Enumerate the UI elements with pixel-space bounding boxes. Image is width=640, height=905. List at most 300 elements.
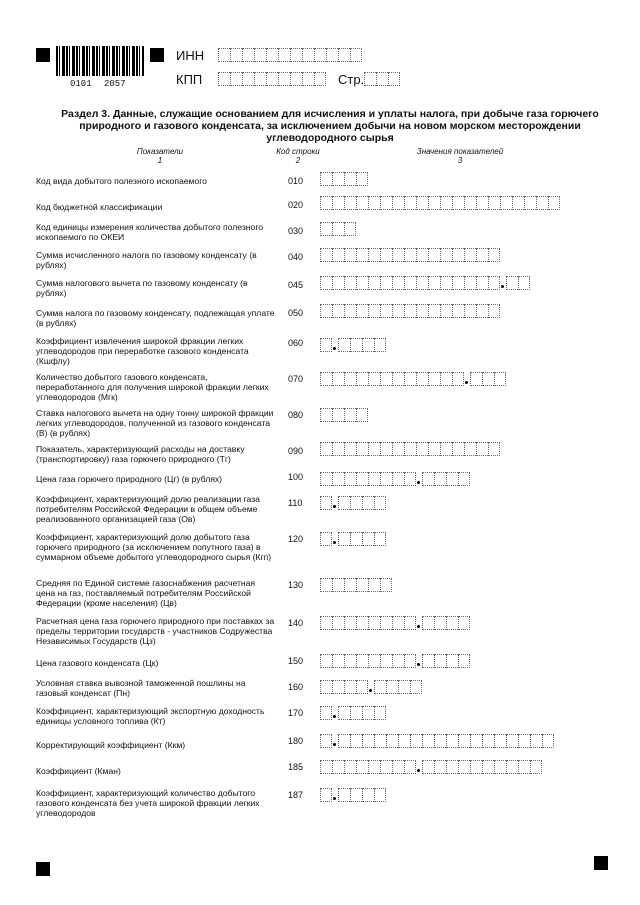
digit-cell[interactable]	[404, 372, 416, 386]
digit-cell[interactable]	[398, 734, 410, 748]
digit-cell[interactable]	[422, 734, 434, 748]
digit-cell[interactable]	[320, 654, 332, 668]
digit-cell[interactable]	[416, 276, 428, 290]
digit-cell[interactable]	[386, 680, 398, 694]
row-010-code: 010	[288, 176, 304, 186]
digit-cell[interactable]	[368, 654, 380, 668]
digit-cell[interactable]	[356, 616, 368, 630]
digit-cell[interactable]	[320, 172, 332, 186]
digit-cell[interactable]	[380, 248, 392, 262]
decimal-point	[416, 760, 422, 774]
page-number-field[interactable]	[364, 72, 400, 86]
digit-cell[interactable]	[488, 304, 500, 318]
digit-cell[interactable]	[320, 442, 332, 456]
digit-cell[interactable]	[368, 760, 380, 774]
digit-cell[interactable]	[404, 654, 416, 668]
digit-cell[interactable]	[368, 248, 380, 262]
column-1-header	[110, 147, 210, 165]
digit-cell[interactable]	[344, 442, 356, 456]
digit-cell[interactable]	[446, 472, 458, 486]
digit-cell[interactable]	[380, 304, 392, 318]
digit-cell[interactable]	[458, 654, 470, 668]
digit-cell[interactable]	[320, 532, 332, 546]
digit-cell[interactable]	[530, 760, 542, 774]
digit-cell[interactable]	[320, 248, 332, 262]
digit-cell[interactable]	[362, 734, 374, 748]
row-040-code: 040	[288, 252, 304, 262]
row-030-label: Код единицы измерения количества добытого полезного ископаемого по ОКЕИ	[36, 222, 264, 242]
column-3-number: 3	[457, 156, 463, 165]
row-080-field[interactable]	[320, 408, 368, 422]
digit-cell[interactable]	[374, 788, 386, 802]
digit-cell[interactable]	[356, 654, 368, 668]
row-050-field[interactable]	[320, 304, 500, 318]
row-045-label: Сумма налогового вычета по газовому конденсату (в рублях)	[36, 278, 248, 298]
decimal-point	[368, 680, 374, 694]
row-100-field[interactable]	[320, 472, 470, 486]
digit-cell[interactable]	[416, 196, 428, 210]
row-180-label: Корректирующий коэффициент (Ккм)	[36, 740, 186, 750]
row-140-field[interactable]	[320, 616, 470, 630]
digit-cell[interactable]	[518, 276, 530, 290]
row-170-code: 170	[288, 708, 304, 718]
digit-cell[interactable]	[404, 276, 416, 290]
digit-cell[interactable]	[524, 196, 536, 210]
digit-cell[interactable]	[518, 734, 530, 748]
row-120-field[interactable]	[320, 532, 386, 546]
digit-cell[interactable]	[332, 196, 344, 210]
digit-cell[interactable]	[332, 472, 344, 486]
digit-cell[interactable]	[542, 734, 554, 748]
digit-cell[interactable]	[464, 304, 476, 318]
digit-cell[interactable]	[338, 496, 350, 510]
digit-cell[interactable]	[368, 372, 380, 386]
row-045-code: 045	[288, 280, 304, 290]
digit-cell[interactable]	[452, 304, 464, 318]
digit-cell[interactable]	[344, 760, 356, 774]
digit-cell[interactable]	[434, 616, 446, 630]
digit-cell[interactable]	[470, 372, 482, 386]
row-150-label: Цена газового конденсата (Цк)	[36, 658, 159, 668]
digit-cell[interactable]	[320, 304, 332, 318]
row-187-code: 187	[288, 790, 304, 800]
digit-cell[interactable]	[464, 442, 476, 456]
decimal-point	[416, 472, 422, 486]
digit-cell[interactable]	[482, 734, 494, 748]
row-040-field[interactable]	[320, 248, 500, 262]
digit-cell[interactable]	[332, 616, 344, 630]
digit-cell[interactable]	[476, 276, 488, 290]
digit-cell[interactable]	[410, 680, 422, 694]
digit-cell[interactable]	[374, 496, 386, 510]
digit-cell[interactable]	[356, 248, 368, 262]
digit-cell[interactable]	[452, 372, 464, 386]
digit-cell[interactable]	[380, 654, 392, 668]
digit-cell[interactable]	[392, 248, 404, 262]
digit-cell[interactable]	[440, 442, 452, 456]
digit-cell[interactable]	[536, 196, 548, 210]
digit-cell[interactable]	[428, 248, 440, 262]
digit-cell[interactable]	[344, 472, 356, 486]
digit-cell[interactable]	[344, 248, 356, 262]
digit-cell[interactable]	[356, 304, 368, 318]
digit-cell[interactable]	[470, 734, 482, 748]
digit-cell[interactable]	[350, 532, 362, 546]
digit-cell[interactable]	[506, 276, 518, 290]
digit-cell[interactable]	[446, 734, 458, 748]
digit-cell[interactable]	[392, 654, 404, 668]
digit-cell[interactable]	[332, 304, 344, 318]
digit-cell[interactable]	[518, 760, 530, 774]
digit-cell[interactable]	[344, 304, 356, 318]
digit-cell[interactable]	[476, 248, 488, 262]
digit-cell[interactable]	[338, 734, 350, 748]
digit-cell[interactable]	[476, 442, 488, 456]
digit-cell[interactable]	[392, 616, 404, 630]
digit-cell[interactable]	[488, 248, 500, 262]
column-3-name: Значения показателей	[416, 147, 504, 156]
digit-cell[interactable]	[440, 372, 452, 386]
decimal-point	[332, 496, 338, 510]
decimal-point	[332, 338, 338, 352]
row-170-field[interactable]	[320, 706, 386, 720]
digit-cell[interactable]	[368, 578, 380, 592]
digit-cell[interactable]	[506, 760, 518, 774]
section-title: Раздел 3. Данные, служащие основанием для исчисления и уплаты налога, при добыче газа горючего природного и газового конденсата, за исключением добычи на новом морском месторождении углеводородного сырья	[61, 108, 599, 144]
digit-cell[interactable]	[506, 734, 518, 748]
digit-cell[interactable]	[344, 654, 356, 668]
digit-cell[interactable]	[440, 196, 452, 210]
digit-cell[interactable]	[530, 734, 542, 748]
row-070-field[interactable]	[320, 372, 506, 386]
row-030-field[interactable]	[320, 222, 356, 236]
digit-cell[interactable]	[428, 196, 440, 210]
row-185-label: Коэффициент (Кман)	[36, 766, 121, 776]
row-110-field[interactable]	[320, 496, 386, 510]
digit-cell[interactable]	[488, 442, 500, 456]
digit-cell[interactable]	[380, 442, 392, 456]
digit-cell[interactable]	[320, 734, 332, 748]
digit-cell[interactable]	[338, 532, 350, 546]
digit-cell[interactable]	[380, 578, 392, 592]
digit-cell[interactable]	[362, 496, 374, 510]
page-label: Стр.	[338, 72, 365, 87]
decimal-point	[332, 532, 338, 546]
column-2-number: 2	[295, 156, 301, 165]
digit-cell[interactable]	[368, 616, 380, 630]
row-020-field[interactable]	[320, 196, 560, 210]
digit-cell[interactable]	[404, 472, 416, 486]
row-187-field[interactable]	[320, 788, 386, 802]
digit-cell[interactable]	[380, 372, 392, 386]
digit-cell[interactable]	[392, 472, 404, 486]
digit-cell[interactable]	[452, 276, 464, 290]
row-160-code: 160	[288, 682, 304, 692]
digit-cell[interactable]	[494, 760, 506, 774]
digit-cell[interactable]	[320, 408, 332, 422]
digit-cell[interactable]	[392, 760, 404, 774]
row-187-label: Коэффициент, характеризующий количество добытого газового конденсата без учета широкой фракции легких углеводородов	[36, 788, 260, 818]
digit-cell[interactable]	[356, 760, 368, 774]
digit-cell[interactable]	[440, 248, 452, 262]
row-185-field[interactable]	[320, 760, 542, 774]
row-030-code: 030	[288, 226, 304, 236]
digit-cell[interactable]	[344, 578, 356, 592]
digit-cell[interactable]	[344, 196, 356, 210]
digit-cell[interactable]	[320, 222, 332, 236]
row-185-code: 185	[288, 762, 304, 772]
digit-cell[interactable]	[452, 196, 464, 210]
row-090-label: Показатель, характеризующий расходы на доставку (транспортировку) газа горючего природного (Тг)	[36, 444, 245, 464]
digit-cell[interactable]	[338, 788, 350, 802]
digit-cell[interactable]	[332, 222, 344, 236]
digit-cell[interactable]	[356, 442, 368, 456]
digit-cell[interactable]	[464, 248, 476, 262]
digit-cell[interactable]	[350, 338, 362, 352]
digit-cell[interactable]	[434, 654, 446, 668]
digit-cell[interactable]	[374, 734, 386, 748]
digit-cell[interactable]	[368, 196, 380, 210]
digit-cell[interactable]	[332, 248, 344, 262]
digit-cell[interactable]	[392, 442, 404, 456]
digit-cell[interactable]	[392, 304, 404, 318]
decimal-point	[500, 276, 506, 290]
row-090-field[interactable]	[320, 442, 500, 456]
registration-marker-bottom-right	[594, 856, 608, 870]
row-120-label: Коэффициент, характеризующий долю добытого газа горючего природного (за исключением попутного газа) в суммарном объеме добытого углеводородного сырья (Кгп)	[36, 532, 272, 562]
digit-cell[interactable]	[320, 616, 332, 630]
digit-cell[interactable]	[380, 196, 392, 210]
digit-cell[interactable]	[356, 276, 368, 290]
row-010-label: Код вида добытого полезного ископаемого	[36, 176, 207, 186]
row-150-field[interactable]	[320, 654, 470, 668]
digit-cell[interactable]	[470, 760, 482, 774]
digit-cell[interactable]	[446, 760, 458, 774]
digit-cell[interactable]	[446, 654, 458, 668]
digit-cell[interactable]	[452, 442, 464, 456]
digit-cell[interactable]	[458, 734, 470, 748]
digit-cell[interactable]	[380, 276, 392, 290]
digit-cell[interactable]	[344, 408, 356, 422]
digit-cell[interactable]	[398, 680, 410, 694]
digit-cell[interactable]	[320, 472, 332, 486]
digit-cell[interactable]	[320, 788, 332, 802]
row-150-code: 150	[288, 656, 304, 666]
digit-cell[interactable]	[332, 442, 344, 456]
digit-cell[interactable]	[332, 408, 344, 422]
digit-cell[interactable]	[368, 276, 380, 290]
digit-cell[interactable]	[404, 248, 416, 262]
digit-cell[interactable]	[428, 304, 440, 318]
digit-cell[interactable]	[458, 616, 470, 630]
digit-cell[interactable]	[422, 472, 434, 486]
digit-cell[interactable]	[404, 442, 416, 456]
digit-cell[interactable]	[464, 196, 476, 210]
row-060-field[interactable]	[320, 338, 386, 352]
digit-cell[interactable]	[494, 734, 506, 748]
digit-cell[interactable]	[332, 680, 344, 694]
row-045-field[interactable]	[320, 276, 530, 290]
digit-cell[interactable]	[350, 788, 362, 802]
digit-cell[interactable]	[416, 304, 428, 318]
inn-field[interactable]	[218, 48, 362, 62]
digit-cell[interactable]	[332, 578, 344, 592]
barcode	[56, 46, 144, 76]
kpp-label: КПП	[176, 72, 203, 87]
digit-cell[interactable]	[380, 760, 392, 774]
digit-cell[interactable]	[356, 578, 368, 592]
row-060-code: 060	[288, 338, 304, 348]
digit-cell[interactable]	[392, 372, 404, 386]
digit-cell[interactable]	[320, 680, 332, 694]
digit-cell[interactable]	[320, 196, 332, 210]
digit-cell[interactable]	[362, 788, 374, 802]
digit-cell[interactable]	[362, 338, 374, 352]
registration-marker-top-middle	[150, 48, 164, 62]
digit-cell[interactable]	[320, 276, 332, 290]
digit-cell[interactable]	[548, 196, 560, 210]
digit-cell[interactable]	[416, 442, 428, 456]
digit-cell[interactable]	[380, 472, 392, 486]
inn-label: ИНН	[176, 48, 205, 63]
digit-cell[interactable]	[404, 196, 416, 210]
barcode-number-left: 0101	[70, 79, 92, 89]
row-050-label: Сумма налога по газовому конденсату, подлежащая уплате (в рублях)	[36, 308, 275, 328]
digit-cell[interactable]	[332, 654, 344, 668]
digit-cell[interactable]	[332, 276, 344, 290]
digit-cell[interactable]	[476, 304, 488, 318]
digit-cell[interactable]	[344, 222, 356, 236]
decimal-point	[464, 372, 470, 386]
digit-cell[interactable]	[482, 760, 494, 774]
digit-cell[interactable]	[494, 372, 506, 386]
digit-cell[interactable]	[488, 276, 500, 290]
digit-cell[interactable]	[458, 472, 470, 486]
decimal-point	[332, 706, 338, 720]
digit-cell[interactable]	[368, 472, 380, 486]
digit-cell[interactable]	[374, 338, 386, 352]
digit-cell[interactable]	[320, 372, 332, 386]
column-2-header	[268, 147, 328, 165]
row-010-field[interactable]	[320, 172, 368, 186]
digit-cell[interactable]	[320, 760, 332, 774]
digit-cell[interactable]	[488, 196, 500, 210]
digit-cell[interactable]	[422, 654, 434, 668]
digit-cell[interactable]	[332, 172, 344, 186]
digit-cell[interactable]	[356, 680, 368, 694]
digit-cell[interactable]	[512, 196, 524, 210]
digit-cell[interactable]	[458, 760, 470, 774]
digit-cell[interactable]	[440, 304, 452, 318]
digit-cell[interactable]	[374, 706, 386, 720]
digit-cell[interactable]	[356, 408, 368, 422]
digit-cell[interactable]	[380, 616, 392, 630]
digit-cell[interactable]	[350, 706, 362, 720]
digit-cell[interactable]	[356, 196, 368, 210]
row-180-code: 180	[288, 736, 304, 746]
digit-cell[interactable]	[344, 680, 356, 694]
digit-cell[interactable]	[320, 496, 332, 510]
digit-cell[interactable]	[428, 442, 440, 456]
digit-cell[interactable]	[500, 196, 512, 210]
row-040-label: Сумма исчисленного налога по газовому конденсату (в рублях)	[36, 250, 257, 270]
digit-cell[interactable]	[404, 616, 416, 630]
digit-cell[interactable]	[374, 532, 386, 546]
digit-cell[interactable]	[344, 616, 356, 630]
kpp-field[interactable]	[218, 72, 326, 86]
digit-cell[interactable]	[416, 248, 428, 262]
digit-cell[interactable]	[428, 276, 440, 290]
digit-cell[interactable]	[386, 734, 398, 748]
digit-cell[interactable]	[392, 276, 404, 290]
digit-cell[interactable]	[422, 760, 434, 774]
digit-cell[interactable]	[350, 734, 362, 748]
digit-cell[interactable]	[446, 616, 458, 630]
digit-cell[interactable]	[332, 372, 344, 386]
digit-cell[interactable]	[434, 760, 446, 774]
digit-cell[interactable]	[362, 532, 374, 546]
digit-cell[interactable]	[422, 616, 434, 630]
digit-cell[interactable]	[374, 680, 386, 694]
digit-cell[interactable]	[356, 172, 368, 186]
digit-cell[interactable]	[320, 578, 332, 592]
digit-cell[interactable]	[434, 734, 446, 748]
digit-cell[interactable]	[434, 472, 446, 486]
column-2-name: Код строки	[276, 147, 320, 156]
row-180-field[interactable]	[320, 734, 554, 748]
digit-cell[interactable]	[464, 276, 476, 290]
digit-cell[interactable]	[476, 196, 488, 210]
row-130-field[interactable]	[320, 578, 392, 592]
digit-cell[interactable]	[368, 304, 380, 318]
digit-cell[interactable]	[392, 196, 404, 210]
digit-cell[interactable]	[332, 760, 344, 774]
column-3-header	[400, 147, 520, 165]
digit-cell[interactable]	[350, 496, 362, 510]
digit-cell[interactable]	[440, 276, 452, 290]
row-080-label: Ставка налогового вычета на одну тонну широкой фракции легких углеводородов, полученной из газового конденсата (В) (в рублях)	[36, 408, 274, 438]
digit-cell[interactable]	[338, 338, 350, 352]
row-170-label: Коэффициент, характеризующий экспортную доходность единицы условного топлива (Кт)	[36, 706, 265, 726]
row-160-field[interactable]	[320, 680, 422, 694]
digit-cell[interactable]	[356, 372, 368, 386]
digit-cell[interactable]	[356, 472, 368, 486]
digit-cell[interactable]	[404, 760, 416, 774]
row-070-label: Количество добытого газового конденсата, переработанного для получения широкой фракции легких углеводородов (Мгк)	[36, 372, 269, 402]
digit-cell[interactable]	[428, 372, 440, 386]
digit-cell[interactable]	[416, 372, 428, 386]
digit-cell[interactable]	[320, 338, 332, 352]
row-130-code: 130	[288, 580, 304, 590]
row-050-code: 050	[288, 308, 304, 318]
row-090-code: 090	[288, 446, 304, 456]
decimal-point	[416, 616, 422, 630]
digit-cell[interactable]	[344, 172, 356, 186]
registration-marker-top-left	[36, 48, 50, 62]
digit-cell[interactable]	[452, 248, 464, 262]
digit-cell[interactable]	[344, 276, 356, 290]
digit-cell[interactable]	[344, 372, 356, 386]
digit-cell[interactable]	[368, 442, 380, 456]
digit-cell[interactable]	[338, 706, 350, 720]
digit-cell[interactable]	[482, 372, 494, 386]
barcode-number-right: 2057	[104, 79, 126, 89]
digit-cell[interactable]	[320, 706, 332, 720]
digit-cell[interactable]	[404, 304, 416, 318]
digit-cell[interactable]	[362, 706, 374, 720]
digit-cell[interactable]	[410, 734, 422, 748]
column-1-name: Показатели	[136, 147, 184, 156]
